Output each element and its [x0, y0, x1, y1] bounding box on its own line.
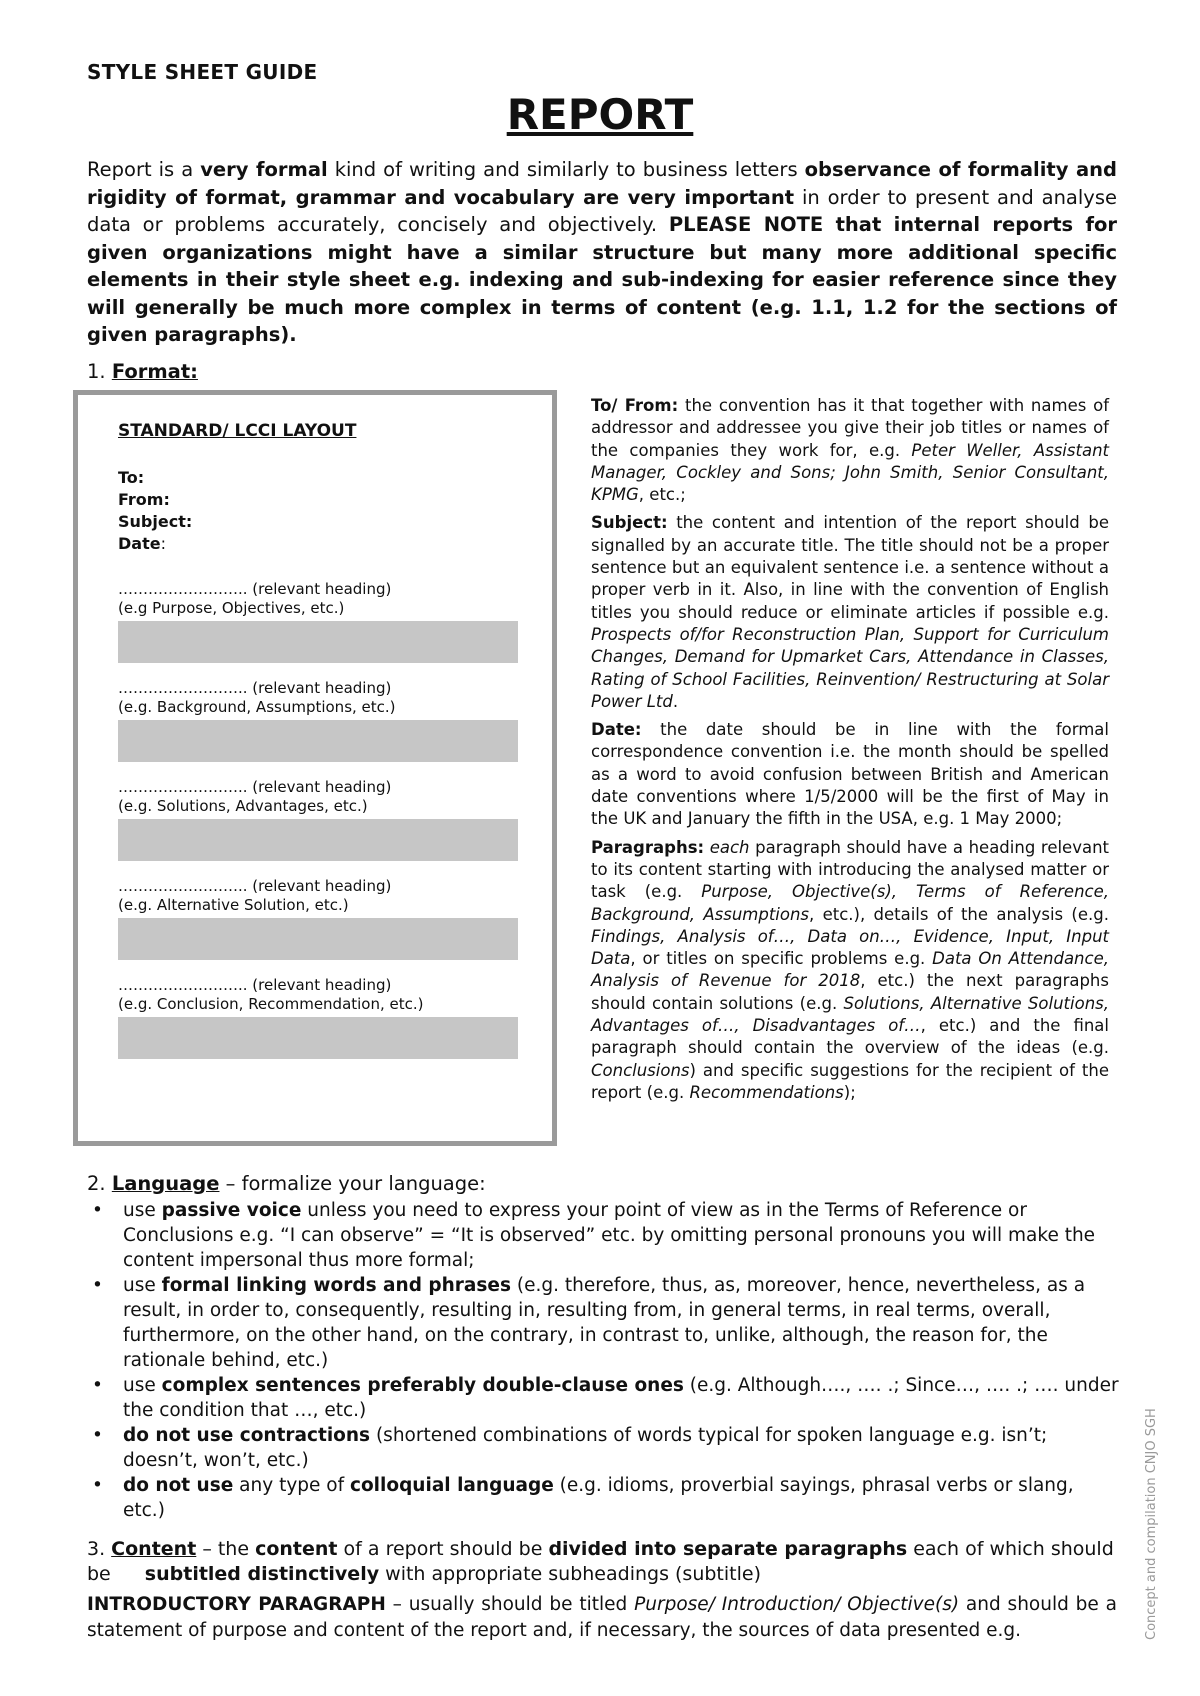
layout-slot: …………………….. (relevant heading) (e.g. Background, Assumptions, etc.): [118, 679, 518, 762]
layout-slot: …………………….. (relevant heading) (e.g Purpose, Objectives, etc.): [118, 580, 518, 663]
layout-explanations: [591, 395, 1109, 1110]
layout-slot: …………………….. (relevant heading) (e.g. Alternative Solution, etc.): [118, 877, 518, 960]
list-item: • do not use contractions (shortened combinations of words typical for spoken language e.g. isn’t; doesn’t, won’t, etc.): [92, 1425, 1048, 1471]
subject-explanation: Subject: the content and intention of the report should be signalled by an accurate title. The title should not be a proper sentence but an equivalent sentence i.e. a sentence without a proper verb in it. Also, in line with the convention of English titles you should reduce or eliminate articles if possible e.g. Prospects of/for Reconstruction Plan, Support for Curriculum Changes, Demand for Upmarket Cars, Attendance in Classes, Rating of School Facilities, Reinvention/ Restructuring at Solar Power Ltd.: [591, 513, 1109, 711]
language-rules-list: [90, 1198, 1120, 1523]
page-title: REPORT: [506, 90, 694, 139]
intro-paragraph: Report is a very formal kind of writing and similarly to business letters observance of formality and rigidity of format, grammar and vocabulary are very important in order to present and analyse data or problems accurately, concisely and objectively. PLEASE NOTE that internal reports for given organizations might have a similar structure but many more additional specific elements in their style sheet e.g. indexing and sub-indexing for easier reference since they will generally be much more complex in terms of content (e.g. 1.1, 1.2 for the sections of given paragraphs).: [87, 158, 1117, 346]
field-to: To:: [118, 468, 145, 487]
list-item: • use formal linking words and phrases (e.g. therefore, thus, as, moreover, hence, nevertheless, as a result, in order to, consequently, resulting in, resulting from, in general terms, in real terms, overall, furthermore, on the other hand, on the contrary, in contrast to, unlike, although, the reason for, the rationale behind, etc.): [92, 1275, 1086, 1371]
field-subject: Subject:: [118, 512, 193, 531]
paragraph-placeholder: [118, 621, 518, 663]
layout-diagram: [73, 390, 557, 1146]
list-item: • do not use any type of colloquial language (e.g. idioms, proverbial sayings, phrasal verbs or slang, etc.): [92, 1475, 1074, 1521]
side-credit: Concept and compilation CNJO SGH: [1144, 1408, 1159, 1640]
section-content-heading: 3. Content – the content of a report should be divided into separate paragraphs each of which should be subtitled distinctively with appropriate subheadings (subtitle): [87, 1538, 1114, 1585]
guide-title: STYLE SHEET GUIDE: [87, 60, 318, 84]
paragraph-placeholder: [118, 1017, 518, 1059]
field-date: Date:: [118, 534, 166, 553]
list-item: • use passive voice unless you need to express your point of view as in the Terms of Reference or Conclusions e.g. “I can observe” = “It is observed” etc. by omitting personal pronouns you will make the content impersonal thus more formal;: [92, 1200, 1096, 1271]
layout-slot: …………………….. (relevant heading) (e.g. Solutions, Advantages, etc.): [118, 778, 518, 861]
paragraphs-explanation: Paragraphs: each paragraph should have a heading relevant to its content starting with introducing the analysed matter or task (e.g. Purpose, Objective(s), Terms of Reference, Background, Assumptions, etc.), details of the analysis (e.g. Findings, Analysis of…, Data on…, Evidence, Input, Input Data, or titles on specific problems e.g. Data On Attendance, Analysis of Revenue for 2018, etc.) the next paragraphs should contain solutions (e.g. Solutions, Alternative Solutions, Advantages of…, Disadvantages of…, etc.) and the final paragraph should contain the overview of the ideas (e.g. Conclusions) and specific suggestions for the recipient of the report (e.g. Recommendations);: [591, 837, 1110, 1102]
date-explanation: Date: the date should be in line with the formal correspondence convention i.e. the month should be spelled as a word to avoid confusion between British and American date conventions where 1/5/2000 will be the first of May in the UK and January the fifth in the USA, e.g. 1 May 2000;: [591, 720, 1109, 829]
introductory-paragraph-note: INTRODUCTORY PARAGRAPH – usually should be titled Purpose/ Introduction/ Objective(s) and should be a statement of purpose and content of the report and, if necessary, the sources of data presented e.g.: [87, 1594, 1117, 1641]
paragraph-placeholder: [118, 720, 518, 762]
tofrom-explanation: To/ From: the convention has it that together with names of addressor and addressee you give their job titles or names of the companies they work for, e.g. Peter Weller, Assistant Manager, Cockley and Sons; John Smith, Senior Consultant, KPMG, etc.;: [591, 396, 1110, 505]
paragraph-placeholder: [118, 819, 518, 861]
layout-title: STANDARD/ LCCI LAYOUT: [118, 421, 357, 441]
list-item: • use complex sentences preferably double-clause ones (e.g. Although…., …. .; Since…, …. .; …. under the condition that …, etc.): [92, 1375, 1119, 1421]
layout-fields: [118, 467, 192, 555]
section-format-heading: 1. Format:: [87, 360, 198, 383]
paragraph-placeholder: [118, 918, 518, 960]
layout-slot: …………………….. (relevant heading) (e.g. Conclusion, Recommendation, etc.): [118, 976, 518, 1059]
field-from: From:: [118, 490, 170, 509]
section-language-heading: 2. Language – formalize your language:: [87, 1172, 486, 1195]
